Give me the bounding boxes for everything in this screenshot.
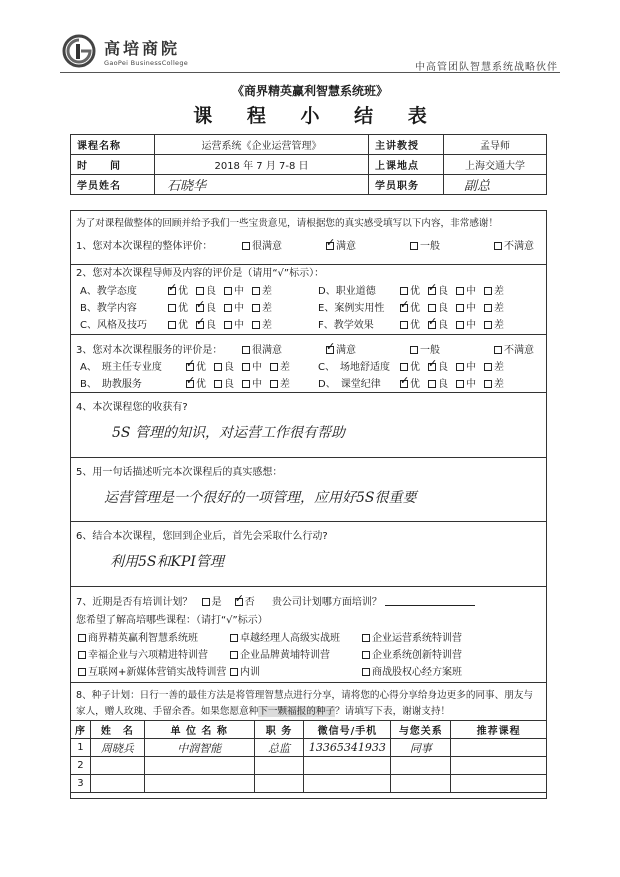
q2-grade-checkbox[interactable] — [428, 287, 436, 295]
q2-grade-checkbox[interactable] — [400, 321, 408, 329]
seed-cell-course[interactable] — [451, 739, 547, 757]
q2-grade-option[interactable] — [196, 316, 216, 331]
seed-column-header: 微信号/手机 — [304, 721, 391, 739]
q2-grade-checkbox[interactable] — [428, 304, 436, 312]
slogan: 中高管团队智慧系统战略伙伴 — [415, 62, 558, 73]
q6-text: 6、结合本次课程，您回到企业后，首先会采取什么行动? — [76, 531, 328, 542]
q3-grade-checkbox[interactable] — [400, 380, 408, 388]
seed-cell-phone[interactable] — [304, 775, 391, 793]
course-option[interactable] — [362, 646, 462, 661]
q2-grade-checkbox[interactable] — [252, 287, 260, 295]
q3-grade-option[interactable] — [242, 358, 262, 373]
q2-grade-option[interactable] — [484, 282, 504, 297]
q2-grade-checkbox[interactable] — [224, 304, 232, 312]
q7-no-label: 否 — [244, 597, 255, 608]
q3-grade-checkbox[interactable] — [456, 363, 464, 371]
q2-grade-label: 优 — [410, 320, 420, 331]
course-option[interactable] — [230, 629, 340, 644]
q3-option[interactable] — [242, 341, 282, 356]
q1-option-label: 一般 — [420, 241, 440, 252]
q7-area-input[interactable] — [385, 597, 475, 606]
q2-grade-checkbox[interactable] — [224, 321, 232, 329]
q3-grade-option[interactable] — [270, 358, 290, 373]
q3-grade-label: 中 — [252, 362, 262, 373]
q2-grade-label: 良 — [438, 303, 448, 314]
course-label: 幸福企业与六项精进特训营 — [88, 650, 208, 661]
q3-grade-label: 中 — [466, 379, 476, 390]
q2-grade-checkbox[interactable] — [196, 287, 204, 295]
seed-column-header: 职 务 — [254, 721, 304, 739]
q3-checkbox[interactable] — [242, 346, 250, 354]
seed-cell-course[interactable] — [451, 775, 547, 793]
q3-grade-option[interactable] — [456, 358, 476, 373]
q3-grade-checkbox[interactable] — [270, 363, 278, 371]
q2-grade-label: 差 — [494, 286, 504, 297]
q2-grade-option[interactable] — [400, 316, 420, 331]
q2-item-label: B、教学内容 — [80, 303, 137, 314]
q3-item-label: A、 班主任专业度 — [80, 362, 162, 373]
q3-grade-checkbox[interactable] — [400, 363, 408, 371]
q2-grade-checkbox[interactable] — [456, 304, 464, 312]
q3-grade-label: 优 — [196, 379, 206, 390]
q1-option-label: 满意 — [336, 241, 356, 252]
q2-grade-label: 良 — [206, 303, 216, 314]
q3-grade-option[interactable] — [400, 375, 420, 390]
q3-grade-option[interactable] — [400, 358, 420, 373]
q3-option-label: 不满意 — [504, 345, 534, 356]
q2-grade-option[interactable] — [224, 316, 244, 331]
seed-cell-relation[interactable] — [391, 757, 451, 775]
seed-cell-position[interactable] — [254, 757, 304, 775]
q5-answer[interactable]: 运营管理是一个很好的一项管理，应用好5S很重要 — [104, 490, 417, 506]
seed-cell-name[interactable] — [90, 757, 144, 775]
q7-yes-checkbox[interactable] — [202, 598, 210, 606]
seed-cell-course[interactable] — [451, 757, 547, 775]
q2-grade-label: 差 — [262, 320, 272, 331]
q3-grade-label: 良 — [438, 362, 448, 373]
q2-grade-label: 差 — [262, 303, 272, 314]
seed-cell-relation[interactable] — [391, 775, 451, 793]
q3-grade-checkbox[interactable] — [456, 380, 464, 388]
gaopei-logo-icon — [62, 34, 96, 68]
q2-grade-checkbox[interactable] — [484, 321, 492, 329]
course-checkbox[interactable] — [362, 651, 370, 659]
q3-grade-checkbox[interactable] — [186, 363, 194, 371]
q1-checkbox[interactable] — [494, 242, 502, 250]
table-row — [71, 775, 547, 793]
q2-grade-label: 优 — [178, 286, 188, 297]
course-option[interactable] — [78, 663, 226, 678]
seed-column-header: 与您关系 — [391, 721, 451, 739]
q2-grade-option[interactable] — [456, 299, 476, 314]
q3-grade-label: 差 — [494, 362, 504, 373]
q2-grade-option[interactable] — [400, 299, 420, 314]
course-checkbox[interactable] — [230, 634, 238, 642]
q2-grade-option[interactable] — [196, 282, 216, 297]
q2-grade-label: 良 — [206, 320, 216, 331]
q3-checkbox[interactable] — [494, 346, 502, 354]
q7-no-checkbox[interactable] — [235, 598, 243, 606]
q3-checkbox[interactable] — [326, 346, 334, 354]
q2-grade-checkbox[interactable] — [224, 287, 232, 295]
q8-text: 8、种子计划：日行一善的最佳方法是将管理智慧点进行分享，请将您的心得分享给身边更多的同事、朋友与家人，赠人玫瑰、手留余香。如果您愿意种下一颗福报的种子？请填写下表，谢谢支持！ — [76, 690, 534, 717]
q3-option-label: 一般 — [420, 345, 440, 356]
seed-cell-position[interactable] — [254, 775, 304, 793]
q2-grade-option[interactable] — [484, 299, 504, 314]
form-title: 课 程 小 结 表 — [193, 105, 441, 127]
q3-grade-checkbox[interactable] — [270, 380, 278, 388]
seed-name-value: 周晓兵 — [100, 741, 134, 755]
header-divider — [60, 72, 560, 73]
q2-grade-checkbox[interactable] — [484, 287, 492, 295]
seed-cell-phone[interactable] — [304, 739, 391, 757]
q2-grade-checkbox[interactable] — [484, 304, 492, 312]
q3-grade-label: 差 — [280, 379, 290, 390]
course-option[interactable] — [78, 629, 198, 644]
course-checkbox[interactable] — [78, 668, 86, 676]
course-checkbox[interactable] — [230, 651, 238, 659]
teacher-value: 孟导师 — [444, 135, 547, 155]
q2-grade-checkbox[interactable] — [428, 321, 436, 329]
q3-item-label: D、 课堂纪律 — [318, 379, 381, 390]
q2-grade-option[interactable] — [252, 282, 272, 297]
seed-table-header — [71, 721, 547, 739]
q2-grade-label: 中 — [234, 286, 244, 297]
q2-grade-label: 中 — [466, 320, 476, 331]
time-value: 2018 年 7 月 7-8 日 — [155, 155, 369, 175]
course-label: 企业运营系统特训营 — [372, 633, 462, 644]
q2-grade-label: 良 — [206, 286, 216, 297]
course-label: 互联网+新媒体营销实战特训营 — [88, 667, 227, 678]
q3-option-label: 很满意 — [252, 345, 282, 356]
student-name-label: 学员姓名 — [71, 175, 155, 195]
q1-option[interactable] — [326, 237, 356, 252]
q1-option[interactable] — [410, 237, 440, 252]
q2-grade-checkbox[interactable] — [400, 304, 408, 312]
seed-column-header: 推荐课程 — [451, 721, 547, 739]
student-name-value: 石晓华 — [155, 175, 369, 195]
q2-grade-option[interactable] — [224, 282, 244, 297]
q2-item-label: C、风格及技巧 — [80, 320, 147, 331]
q5-text: 5、用一句话描述听完本次课程后的真实感想： — [76, 467, 283, 478]
intro-text: 为了对课程做整体的回顾并给予我们一些宝贵意见，请根据您的真实感受填写以下内容，非常感谢！ — [76, 218, 499, 229]
course-option[interactable] — [230, 663, 260, 678]
q3-grade-option[interactable] — [428, 375, 448, 390]
seed-position-value: 总监 — [267, 741, 290, 755]
seed-column-header: 姓 名 — [90, 721, 144, 739]
q2-grade-option[interactable] — [168, 316, 188, 331]
course-option[interactable] — [230, 646, 330, 661]
q3-grade-label: 差 — [494, 379, 504, 390]
time-label: 时 间 — [71, 155, 155, 175]
q2-grade-checkbox[interactable] — [196, 321, 204, 329]
course-label: 企业品牌黄埔特训营 — [240, 650, 330, 661]
q7-yes-label: 是 — [211, 597, 222, 608]
course-checkbox[interactable] — [362, 634, 370, 642]
course-title: 《商界精英赢利智慧系统班》 — [231, 84, 388, 98]
q2-grade-checkbox[interactable] — [252, 321, 260, 329]
seed-phone-value: 13365341933 — [308, 741, 386, 754]
q3-grade-checkbox[interactable] — [484, 380, 492, 388]
q3-option[interactable] — [494, 341, 534, 356]
q2-item-label: D、职业道德 — [318, 286, 376, 297]
q2-grade-option[interactable] — [428, 299, 448, 314]
seed-column-header: 序 — [71, 721, 91, 739]
q2-grade-label: 差 — [494, 303, 504, 314]
q3-grade-label: 优 — [196, 362, 206, 373]
q2-grade-checkbox[interactable] — [252, 304, 260, 312]
q3-grade-option[interactable] — [242, 375, 262, 390]
seed-cell-phone[interactable] — [304, 757, 391, 775]
q2-grade-label: 中 — [234, 303, 244, 314]
q2-grade-label: 优 — [410, 303, 420, 314]
q2-grade-option[interactable] — [428, 316, 448, 331]
q3-grade-checkbox[interactable] — [186, 380, 194, 388]
q6-answer[interactable]: 利用5S和KPI管理 — [110, 554, 224, 570]
seed-cell-unit[interactable] — [144, 775, 254, 793]
q2-grade-checkbox[interactable] — [168, 287, 176, 295]
course-checkbox[interactable] — [230, 668, 238, 676]
q3-grade-checkbox[interactable] — [428, 363, 436, 371]
q3-item-label: C、 场地舒适度 — [318, 362, 390, 373]
q2-grade-option[interactable] — [484, 316, 504, 331]
q1-option-label: 不满意 — [504, 241, 534, 252]
seed-cell-name[interactable] — [90, 739, 144, 757]
student-position-value: 副总 — [444, 175, 547, 195]
q3-grade-label: 良 — [224, 362, 234, 373]
seed-table — [70, 720, 547, 793]
seed-cell-unit[interactable] — [144, 739, 254, 757]
q2-item-label: A、教学态度 — [80, 286, 137, 297]
q3-grade-option[interactable] — [428, 358, 448, 373]
q3-grade-label: 中 — [252, 379, 262, 390]
seed-cell-no: 2 — [71, 757, 91, 775]
student-position-label: 学员职务 — [369, 175, 444, 195]
q1-checkbox[interactable] — [410, 242, 418, 250]
course-option[interactable] — [78, 646, 208, 661]
q3-grade-checkbox[interactable] — [242, 363, 250, 371]
q1-checkbox[interactable] — [242, 242, 250, 250]
info-table — [70, 134, 547, 195]
q7-text: 7、近期是否有培训计划？ — [76, 597, 193, 608]
q2-item-label: E、案例实用性 — [318, 303, 385, 314]
course-checkbox[interactable] — [362, 668, 370, 676]
logo-en: GaoPei BusinessCollege — [104, 59, 189, 67]
q7-more-text: 您希望了解高培哪些课程：（请打“√”标示） — [76, 615, 268, 626]
course-label: 课程名称 — [71, 135, 155, 155]
place-label: 上课地点 — [369, 155, 444, 175]
q2-grade-label: 良 — [438, 320, 448, 331]
q3-grade-label: 中 — [466, 362, 476, 373]
place-value: 上海交通大学 — [444, 155, 547, 175]
q2-grade-label: 中 — [234, 320, 244, 331]
seed-cell-no: 1 — [71, 739, 91, 757]
q4-text: 4、本次课程您的收获有? — [76, 402, 188, 413]
q1-option[interactable] — [242, 237, 282, 252]
q2-grade-label: 中 — [466, 303, 476, 314]
q8-highlight: 下一颗福报的种子 — [258, 706, 336, 717]
logo — [62, 30, 222, 78]
q2-grade-option[interactable] — [428, 282, 448, 297]
q2-grade-checkbox[interactable] — [168, 304, 176, 312]
q2-grade-label: 优 — [178, 320, 188, 331]
course-checkbox[interactable] — [78, 651, 86, 659]
course-label: 商界精英赢利智慧系统班 — [88, 633, 198, 644]
q3-grade-option[interactable] — [484, 358, 504, 373]
q3-text: 3、您对本次课程服务的评价是： — [76, 345, 223, 356]
logo-name: 高培商院 — [104, 39, 181, 58]
q2-grade-checkbox[interactable] — [400, 287, 408, 295]
q2-grade-label: 优 — [410, 286, 420, 297]
seed-cell-relation[interactable] — [391, 739, 451, 757]
q2-text: 2、您对本次课程导师及内容的评价是（请用“√”标示）： — [76, 268, 325, 279]
q3-grade-checkbox[interactable] — [214, 380, 222, 388]
q1-option-label: 很满意 — [252, 241, 282, 252]
q3-option[interactable] — [410, 341, 440, 356]
seed-cell-position[interactable] — [254, 739, 304, 757]
teacher-label: 主讲教授 — [369, 135, 444, 155]
q2-grade-label: 良 — [438, 286, 448, 297]
q3-grade-option[interactable] — [484, 375, 504, 390]
seed-unit-value: 中润智能 — [177, 741, 222, 755]
seed-cell-name[interactable] — [90, 775, 144, 793]
q3-option[interactable] — [326, 341, 356, 356]
q3-option-label: 满意 — [336, 345, 356, 356]
q2-grade-option[interactable] — [168, 299, 188, 314]
q3-grade-checkbox[interactable] — [428, 380, 436, 388]
q2-grade-option[interactable] — [252, 299, 272, 314]
q3-grade-label: 差 — [280, 362, 290, 373]
q3-grade-checkbox[interactable] — [484, 363, 492, 371]
seed-cell-unit[interactable] — [144, 757, 254, 775]
q3-grade-option[interactable] — [186, 375, 206, 390]
q2-grade-option[interactable] — [224, 299, 244, 314]
q3-checkbox[interactable] — [410, 346, 418, 354]
course-option[interactable] — [362, 629, 462, 644]
q2-grade-option[interactable] — [252, 316, 272, 331]
q7-row — [76, 593, 475, 608]
q1-text: 1、您对本次课程的整体评价： — [76, 241, 213, 252]
seed-relation-value: 同事 — [409, 741, 432, 755]
q2-grade-option[interactable] — [456, 282, 476, 297]
q3-grade-option[interactable] — [186, 358, 206, 373]
q3-grade-label: 优 — [410, 362, 420, 373]
q2-grade-option[interactable] — [196, 299, 216, 314]
q3-grade-option[interactable] — [214, 375, 234, 390]
table-row — [71, 739, 547, 757]
q3-grade-checkbox[interactable] — [242, 380, 250, 388]
course-label: 卓越经理人高级实战班 — [240, 633, 340, 644]
q3-grade-label: 优 — [410, 379, 420, 390]
q3-grade-checkbox[interactable] — [214, 363, 222, 371]
q2-grade-checkbox[interactable] — [456, 287, 464, 295]
q2-grade-label: 差 — [262, 286, 272, 297]
q2-item-label: F、教学效果 — [318, 320, 374, 331]
q1-checkbox[interactable] — [326, 242, 334, 250]
course-label: 企业系统创新特训营 — [372, 650, 462, 661]
q2-grade-checkbox[interactable] — [456, 321, 464, 329]
course-label: 内训 — [240, 667, 260, 678]
seed-cell-no: 3 — [71, 775, 91, 793]
q3-grade-label: 良 — [224, 379, 234, 390]
q7-area-text: 贵公司计划哪方面培训？ — [271, 597, 382, 608]
table-row — [71, 757, 547, 775]
q1-option[interactable] — [494, 237, 534, 252]
q4-answer[interactable]: 5S 管理的知识，对运营工作很有帮助 — [112, 425, 345, 441]
q2-grade-option[interactable] — [456, 316, 476, 331]
q3-grade-option[interactable] — [214, 358, 234, 373]
q3-item-label: B、 助教服务 — [80, 379, 142, 390]
q2-grade-label: 差 — [494, 320, 504, 331]
q2-grade-checkbox[interactable] — [196, 304, 204, 312]
q2-grade-option[interactable] — [168, 282, 188, 297]
q2-grade-checkbox[interactable] — [168, 321, 176, 329]
seed-column-header: 单 位 名 称 — [144, 721, 254, 739]
course-label: 商战股权心经方案班 — [372, 667, 462, 678]
q2-grade-option[interactable] — [400, 282, 420, 297]
q2-grade-label: 中 — [466, 286, 476, 297]
course-value: 运营系统《企业运营管理》 — [155, 135, 369, 155]
course-checkbox[interactable] — [78, 634, 86, 642]
q3-grade-option[interactable] — [456, 375, 476, 390]
q2-grade-label: 优 — [178, 303, 188, 314]
q3-grade-label: 良 — [438, 379, 448, 390]
q3-grade-option[interactable] — [270, 375, 290, 390]
course-option[interactable] — [362, 663, 462, 678]
